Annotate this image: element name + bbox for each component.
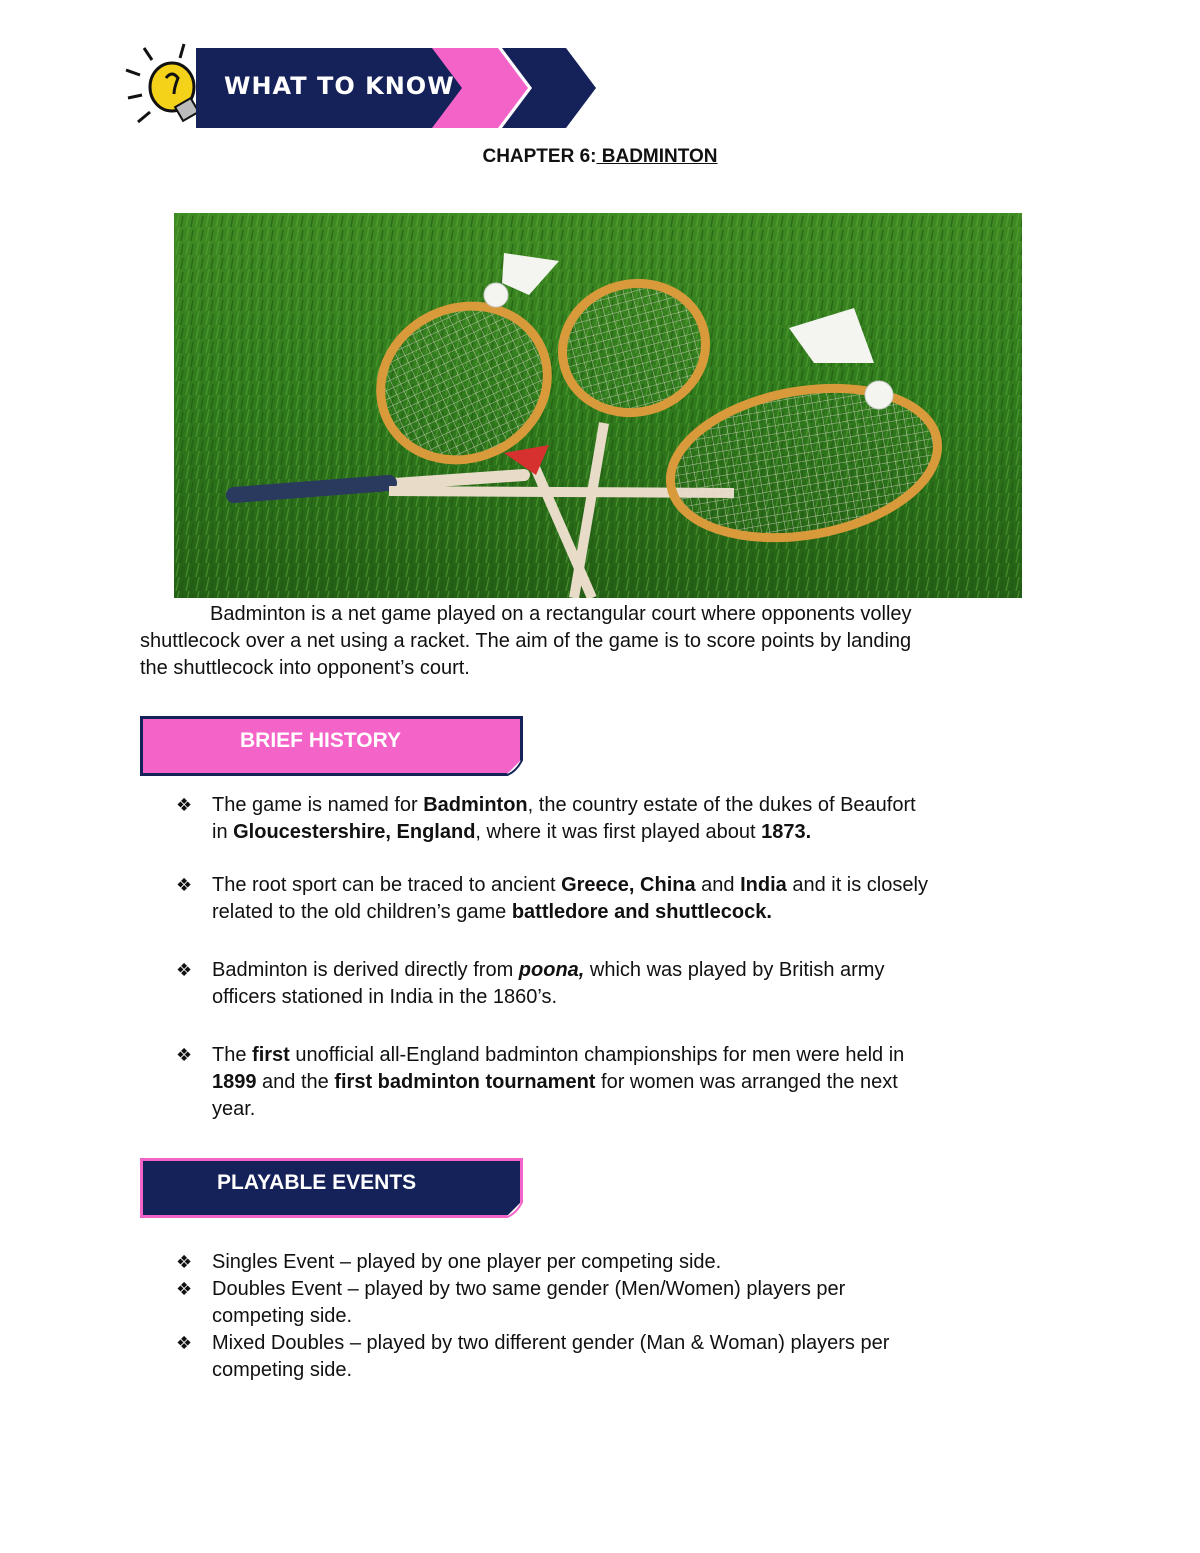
text: poona, (518, 959, 585, 981)
diamond-bullet-icon: ❖ (176, 795, 193, 816)
list-item (176, 957, 1076, 1011)
text: 1873. (761, 821, 812, 843)
lightbulb-icon (126, 44, 199, 122)
list-item (176, 1042, 1076, 1123)
text: officers stationed in India in the 1860’s. (212, 986, 558, 1008)
text: India (740, 874, 787, 896)
playable-events-header (140, 1158, 523, 1218)
text: 1899 (212, 1071, 257, 1093)
chapter-title (0, 146, 1200, 168)
text: and the (256, 1071, 335, 1093)
text: Badminton is derived directly from (212, 959, 519, 981)
page-curl-icon (505, 1200, 523, 1218)
diamond-bullet-icon: ❖ (176, 1045, 193, 1066)
diamond-bullet-icon: ❖ (176, 875, 193, 896)
text: and (695, 874, 741, 896)
text: first badminton tournament (334, 1071, 596, 1093)
text: The (212, 1044, 253, 1066)
text: competing side. (212, 1359, 353, 1381)
text: Mixed Doubles – played by two different gender (Man & Woman) players per (212, 1332, 890, 1354)
diamond-bullet-icon: ❖ (176, 1279, 193, 1300)
text: , where it was first played about (475, 821, 762, 843)
list-item (176, 1330, 1076, 1384)
text: year. (212, 1098, 256, 1120)
text: first (252, 1044, 290, 1066)
text: related to the old children’s game (212, 901, 512, 923)
text: Doubles Event – played by two same gender (Men/Women) players per (212, 1278, 846, 1300)
text: in (212, 821, 234, 843)
chapter-prefix: CHAPTER 6: (482, 146, 597, 167)
text: Singles Event – played by one player per competing side. (212, 1251, 722, 1273)
text: , the country estate of the dukes of Beaufort (527, 794, 916, 816)
intro-line: shuttlecock over a net using a racket. The aim of the game is to score points by landing (140, 630, 912, 652)
intro-paragraph (140, 601, 1070, 682)
text: The game is named for (212, 794, 424, 816)
intro-line: Badminton is a net game played on a rectangular court where opponents volley (210, 603, 912, 625)
diamond-bullet-icon: ❖ (176, 1333, 193, 1354)
brief-history-label: BRIEF HISTORY (240, 729, 402, 752)
list-item (176, 872, 1076, 926)
banner-label: WHAT TO KNOW (224, 72, 455, 100)
text: Gloucestershire, England (233, 821, 476, 843)
text: competing side. (212, 1305, 353, 1327)
text: for women was arranged the next (595, 1071, 898, 1093)
badminton-rackets-image (174, 213, 1022, 598)
brief-history-header (140, 716, 523, 776)
playable-events-label: PLAYABLE EVENTS (217, 1171, 417, 1194)
text: Badminton (423, 794, 528, 816)
list-item (176, 792, 1076, 846)
list-item (176, 1276, 1076, 1330)
text: unofficial all-England badminton championships for men were held in (289, 1044, 905, 1066)
text: Greece, China (561, 874, 696, 896)
diamond-bullet-icon: ❖ (176, 960, 193, 981)
text: The root sport can be traced to ancient (212, 874, 562, 896)
text: battledore and shuttlecock. (511, 901, 772, 923)
text: which was played by British army (584, 959, 885, 981)
diamond-bullet-icon: ❖ (176, 1252, 193, 1273)
chapter-name: BADMINTON (596, 146, 718, 167)
list-item (176, 1249, 1076, 1276)
events-list (176, 1249, 1076, 1384)
text: and it is closely (786, 874, 928, 896)
page-curl-icon (505, 758, 523, 776)
history-list (176, 792, 1076, 1123)
intro-line: the shuttlecock into opponent’s court. (140, 657, 470, 679)
